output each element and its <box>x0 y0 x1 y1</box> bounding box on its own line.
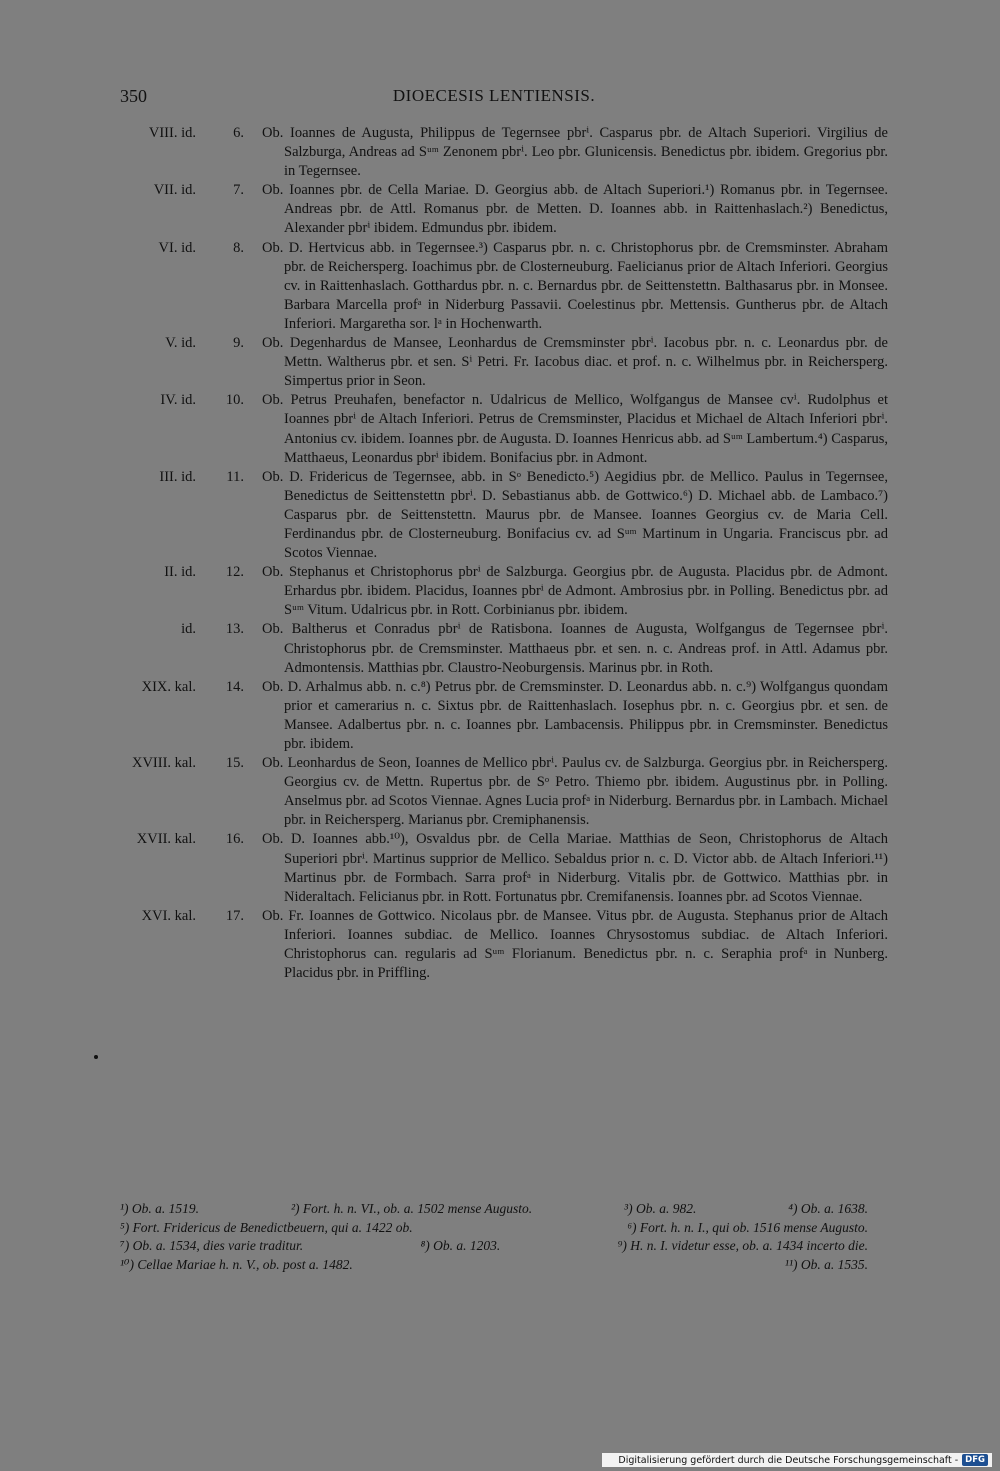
roman-date: II. id. <box>164 564 196 581</box>
calendar-entry <box>0 830 1000 906</box>
day-number: 10. <box>225 392 244 409</box>
footnote-line <box>120 1200 868 1219</box>
footnote-line <box>120 1237 868 1256</box>
day-number: 13. <box>225 621 244 638</box>
footnote: ¹⁰) Cellae Mariae h. n. V., ob. post a. 1482. <box>120 1256 353 1272</box>
day-number: 16. <box>225 831 244 848</box>
roman-date: VIII. id. <box>148 125 196 141</box>
calendar-entry <box>0 468 1000 563</box>
footnote: ³) Ob. a. 982. <box>624 1201 697 1216</box>
roman-date: V. id. <box>165 335 196 352</box>
roman-date: VII. id. <box>153 182 196 199</box>
calendar-entry <box>0 181 1000 238</box>
roman-date: IV. id. <box>160 392 196 409</box>
roman-date: id. <box>181 621 196 638</box>
digitization-text: Digitalisierung gefördert durch die Deutsche Forschungsgemeinschaft - <box>618 1454 959 1466</box>
day-number: 7. <box>233 182 244 199</box>
obituary-text: Ob. Petrus Preuhafen, benefactor n. Udalricus de Mellico, Wolfgangus de Mansee cvⁱ. Rudolphus et Ioannes pbrⁱ de Altach Inferiori. Petrus de Cremsminster, Placidus et Michael de Altach Inferiori pbrⁱ. Antonius cv. ibidem. Ioannes pbr. de Augusta. D. Ioannes Henricus abb. ad Sᵘᵐ Lambertum.⁴) Casparus, Matthaeus, Leonardus pbrⁱ ibidem. Bonifacius pbr. in Admont. <box>262 392 888 466</box>
page-header <box>120 86 868 110</box>
obituary-text: Ob. Ioannes de Augusta, Philippus de Tegernsee pbrⁱ. Casparus pbr. de Altach Superiori. Virgilius de Salzburga, Andreas ad Sᵘᵐ Zenonem pbrⁱ. Leo pbr. Glunicensis. Benedictus pbr. ibidem. Gregorius pbr. in Tegernsee. <box>262 125 888 180</box>
calendar-entry <box>0 620 1000 677</box>
calendar-entry <box>0 907 1000 983</box>
dfg-logo-icon[interactable]: DFG <box>962 1454 988 1466</box>
obituary-text: Ob. Ioannes pbr. de Cella Mariae. D. Georgius abb. de Altach Superiori.¹) Romanus pbr. in Tegernsee. Andreas pbr. de Attl. Romanus pbr. de Metten. D. Ioannes abb. in Raittenhaslach.²) Benedictus, Alexander pbrⁱ ibidem. Edmundus pbr. ibidem. <box>262 182 888 237</box>
calendar-entries <box>0 124 1000 983</box>
calendar-entry <box>0 678 1000 754</box>
calendar-entry <box>0 239 1000 334</box>
footnote: ⁵) Fort. Fridericus de Benedictbeuern, qui a. 1422 ob. <box>120 1219 413 1235</box>
day-number: 14. <box>225 678 244 695</box>
day-number: 6. <box>233 125 244 141</box>
obituary-text: Ob. Degenhardus de Mansee, Leonhardus de Cremsminster pbrⁱ. Iacobus pbr. n. c. Leonardus pbr. de Mettn. Waltherus pbr. et sen. Sⁱ Petri. Fr. Iacobus diac. et prof. n. c. Wilhelmus pbr. in Reichersperg. Simpertus prior in Seon. <box>262 335 888 390</box>
footnote: ⁶) Fort. h. n. I., qui ob. 1516 mense Augusto. <box>627 1219 868 1235</box>
calendar-entry <box>0 754 1000 830</box>
footnote-line <box>120 1256 868 1275</box>
obituary-text: Ob. Baltherus et Conradus pbrⁱ de Ratisbona. Ioannes de Augusta, Wolfgangus de Tegernsee pbrⁱ. Christophorus pbr. de Cremsminster. Matthaeus pbr. et sen. n. c. Andreas prof. in Attl. Adamus pbr. Admontensis. Matthias pbr. Claustro-Neoburgensis. Marinus pbr. in Roth. <box>262 621 888 676</box>
footnote: ⁸) Ob. a. 1203. <box>420 1238 501 1253</box>
roman-date: XVIII. kal. <box>131 755 196 772</box>
obituary-text: Ob. D. Fridericus de Tegernsee, abb. in Sᵒ Benedicto.⁵) Aegidius pbr. de Mellico. Paulus in Tegernsee, Benedictus de Seittenstettn pbrⁱ. D. Sebastianus abb. de Gottwico.⁶) D. Michael abb. de Lambaco.⁷) Casparus pbr. de Seittenstettn. Maurus pbr. de Mansee. Ioannes Georgius cv. de Maria Cell. Ferdinandus pbr. de Closterneuburg. Bonifacius cv. ad Sᵘᵐ Martinum in Ungaria. Franciscus pbr. ad Scotos Viennae. <box>262 468 888 562</box>
obituary-text: Ob. D. Ioannes abb.¹⁰), Osvaldus pbr. de Cella Mariae. Matthias de Seon, Christophorus de Altach Superiori pbrⁱ. Martinus supprior de Mellico. Sebaldus prior n. c. D. Victor abb. de Altach Inferiori.¹¹) Martinus pbr. de Formbach. Sarra profᵃ in Niderburg. Vitalis pbr. de Gottwico. Matthias pbr. in Nideraltach. Felicianus pbr. in Rott. Fortunatus pbr. Cremifanensis. Ioannes pbr. ad Scotos Viennae. <box>262 831 888 905</box>
day-number: 15. <box>225 755 244 772</box>
calendar-entry <box>0 124 1000 181</box>
footnote: ⁷) Ob. a. 1534, dies varie traditur. <box>120 1238 304 1253</box>
roman-date: VI. id. <box>158 239 196 256</box>
footnote: ⁹) H. n. I. videtur esse, ob. a. 1434 incerto die. <box>617 1238 868 1253</box>
calendar-entry <box>0 391 1000 467</box>
obituary-text: Ob. Fr. Ioannes de Gottwico. Nicolaus pbr. de Mansee. Vitus pbr. de Augusta. Stephanus prior de Altach Inferiori. Ioannes subdiac. de Mellico. Ioannes Chrysostomus subdiac. de Altach Inferiori. Christophorus can. regularis ad Sᵘᵐ Florianum. Benedictus pbr. n. c. Seraphia profᵃ in Nunberg. Placidus pbr. in Priffling. <box>262 907 888 982</box>
obituary-text: Ob. Stephanus et Christophorus pbrⁱ de Salzburga. Georgius pbr. de Augusta. Placidus pbr. de Admont. Erhardus pbr. ibidem. Placidus, Ioannes pbrⁱ de Admont. Ambrosius pbr. in Polling. Benedictus pbr. ad Sᵘᵐ Vitum. Udalricus pbr. in Rott. Corbinianus pbr. ibidem. <box>262 564 888 619</box>
day-number: 12. <box>225 564 244 581</box>
calendar-entry <box>0 563 1000 620</box>
footnote-line <box>120 1219 868 1238</box>
running-title: DIOECESIS LENTIENSIS. <box>392 86 596 105</box>
obituary-text: Ob. D. Hertvicus abb. in Tegernsee.³) Casparus pbr. n. c. Christophorus pbr. de Cremsminster. Abraham pbr. de Reichersperg. Ioachimus pbr. de Closterneuburg. Faelicianus prior de Altach Inferiori. Georgius cv. in Raittenhaslach. Gotthardus pbr. n. c. Bernardus pbr. de Seittenstettn. Balthasarus pbr. in Monsee. Barbara Marcella profᵃ in Niderburg Passavii. Coelestinus pbr. Mettensis. Guntherus pbr. de Altach Inferiori. Margaretha sor. lᵃ in Hochenwarth. <box>262 239 888 332</box>
footnote: ²) Fort. h. n. VI., ob. a. 1502 mense Augusto. <box>290 1201 533 1216</box>
day-number: 11. <box>226 468 244 485</box>
roman-date: XVII. kal. <box>136 831 196 848</box>
margin-dot <box>94 1055 98 1059</box>
page-number: 350 <box>120 86 147 106</box>
footnote: ¹¹) Ob. a. 1535. <box>784 1256 868 1272</box>
footnotes <box>120 1200 868 1274</box>
day-number: 8. <box>233 239 244 256</box>
footnote: ¹) Ob. a. 1519. <box>120 1201 200 1216</box>
roman-date: XVI. kal. <box>141 907 196 924</box>
roman-date: XIX. kal. <box>141 678 196 695</box>
roman-date: III. id. <box>159 468 196 485</box>
obituary-text: Ob. Leonhardus de Seon, Ioannes de Mellico pbrⁱ. Paulus cv. de Salzburga. Georgius pbr. in Reichersperg. Georgius cv. de Mettn. Rupertus pbr. de Sᵒ Petro. Thiemo pbr. ibidem. Augustinus pbr. in Polling. Anselmus pbr. ad Scotos Viennae. Agnes Lucia profᵃ in Niderburg. Bernardus pbr. in Lambach. Michael pbr. in Reichersperg. Marianus pbr. Cremiphanensis. <box>262 755 888 829</box>
obituary-text: Ob. D. Arhalmus abb. n. c.⁸) Petrus pbr. de Cremsminster. D. Leonardus abb. n. c.⁹) Wolfgangus quondam prior et camerarius n. c. Sixtus pbr. de Raittenhaslach. Iosephus pbr. n. c. Georgius pbr. et sen. de Mansee. Adalbertus pbr. n. c. Ioannes pbr. Lambacensis. Philippus pbr. in Cremsminster. Benedictus pbr. ibidem. <box>262 678 888 752</box>
day-number: 9. <box>233 335 244 352</box>
footnote: ⁴) Ob. a. 1638. <box>788 1201 868 1216</box>
day-number: 17. <box>225 907 244 924</box>
calendar-entry <box>0 334 1000 391</box>
digitization-banner[interactable] <box>602 1453 992 1467</box>
